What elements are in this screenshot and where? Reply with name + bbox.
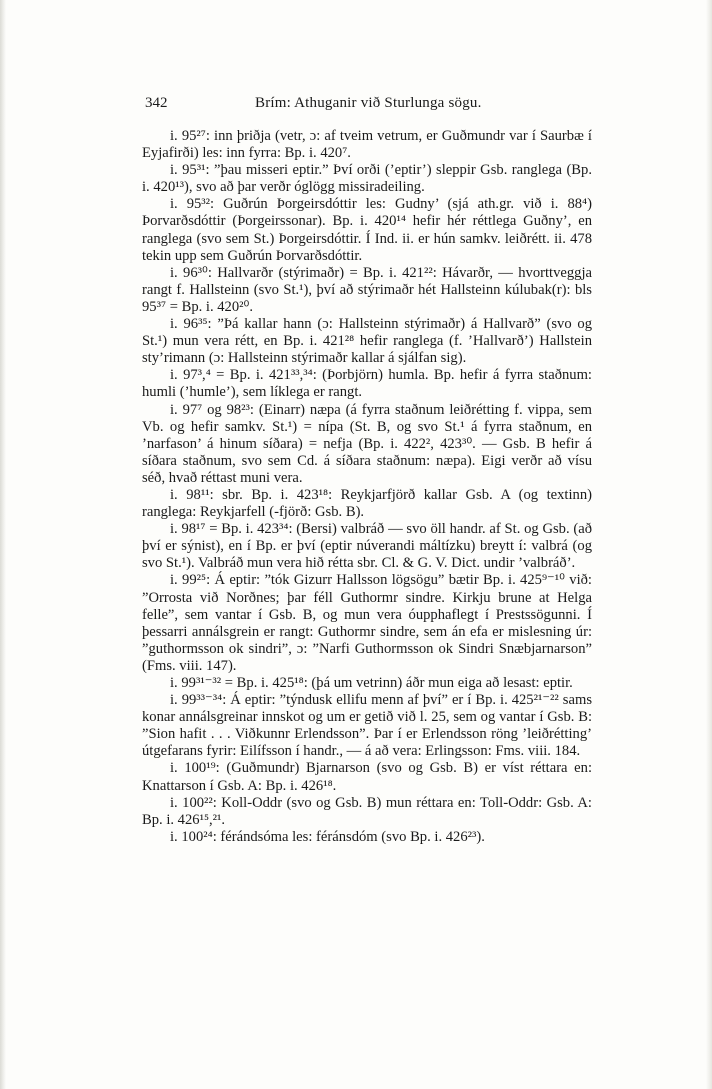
paragraph: i. 98¹⁷ = Bp. i. 423³⁴: (Bersi) valbráð — svo öll handr. af St. og Gsb. (að því er sýnist), en í Bp. er því (eptir núverandi máltízku) breytt í: valbrá (og svo St.¹). Valbráð mun vera hið rétta sbr. Cl. & G. V. Dict. undir ’valbráð’. bbox=[142, 521, 592, 572]
body-text bbox=[142, 128, 592, 846]
page-left-edge bbox=[0, 0, 6, 1089]
paragraph: i. 97³,⁴ = Bp. i. 421³³,³⁴: (Þorbjörn) humla. Bp. hefir á fyrra staðnum: humli (’humle’), sem líklega er rangt. bbox=[142, 367, 592, 401]
running-title: Brím: Athuganir við Sturlunga sögu. bbox=[255, 95, 482, 111]
page-number: 342 bbox=[145, 95, 168, 111]
paragraph: i. 96³⁰: Hallvarðr (stýrimaðr) = Bp. i. 421²²: Hávarðr, — hvorttveggja rangt f. Hallsteinn (svo St.¹), því að stýrimaðr hét Hallsteinn kúlubak(r): bls 95³⁷ = Bp. i. 420²⁰. bbox=[142, 264, 592, 315]
paragraph: i. 99³¹⁻³² = Bp. i. 425¹⁸: (þá um vetrinn) áðr mun eiga að lesast: eptir. bbox=[170, 675, 573, 691]
page-right-edge bbox=[706, 0, 712, 1089]
paragraph: i. 100²²: Koll-Oddr (svo og Gsb. B) mun réttara en: Toll-Oddr: Gsb. A: Bp. i. 426¹⁵,²¹. bbox=[142, 794, 592, 828]
paragraph: i. 95²⁷: inn þriðja (vetr, ɔ: af tveim vetrum, er Guðmundr var í Saurbæ í Eyjafirði) les: inn fyrra: Bp. i. 420⁷. bbox=[142, 128, 592, 162]
paragraph: i. 100²⁴: férándsóma les: féránsdóm (svo Bp. i. 426²³). bbox=[170, 828, 485, 845]
paragraph: i. 97⁷ og 98²³: (Einarr) næpa (á fyrra staðnum leiðrétting f. vippa, sem Vb. og hefir samkv. St.¹) = nípa (St. B, og svo St.¹ á fyrra staðnum, en ’narfason’ á hinum síðara) = nefja (Bp. i. 422², 423³⁰. — Gsb. B hefir á síðara staðnum, svo sem Cd. á síðara staðnum: næpa). Eigi verðr að vísu séð, hvað réttast muni vera. bbox=[142, 401, 592, 486]
paragraph: i. 99³³⁻³⁴: Á eptir: ”týndusk ellifu menn af því” er í Bp. i. 425²¹⁻²² sams konar annálsgreinar innskot og um er getið við l. 25, sem og vantar í Gsb. B: ”Sion hafit . . . Viðkunnr Erlendsson”. Þar í er Erlendsson röng ’leiðrétting’ útgefarans fyrir: Eilífsson í handr., — á að vera: Erlingsson: Fms. viii. 184. bbox=[142, 692, 592, 760]
page-header bbox=[145, 95, 585, 115]
paragraph: i. 95³¹: ”þau misseri eptir.” Því orði (’eptir’) sleppir Gsb. ranglega (Bp. i. 420¹³), svo að þar verðr óglögg missiradeiling. bbox=[142, 162, 592, 196]
paragraph: i. 98¹¹: sbr. Bp. i. 423¹⁸: Reykjarfjörð kallar Gsb. A (og textinn) ranglega: Reykjarfell (-fjörð: Gsb. B). bbox=[142, 486, 592, 521]
paragraph: i. 95³²: Guðrún Þorgeirsdóttir les: Gudny’ (sjá ath.gr. við i. 88⁴) Þorvarðsdóttir (Þorgeirssonar). Bp. i. 420¹⁴ hefir hér réttlega Guðny’, en ranglega (svo sem St.) Þorgeirsdóttir. Í Ind. ii. er hún samkv. leiðrétt. ii. 478 tekin upp sem Guðrún Þorvarðsdóttir. bbox=[142, 196, 592, 264]
paragraph: i. 100¹⁹: (Guðmundr) Bjarnarson (svo og Gsb. B) er víst réttara en: Knattarson í Gsb. A: Bp. i. 426¹⁸. bbox=[142, 760, 592, 794]
paragraph: i. 99²⁵: Á eptir: ”tók Gizurr Hallsson lögsögu” bætir Bp. i. 425⁹⁻¹⁰ við: ”Orrosta við Norðnes; þar féll Guthormr sindre. Kirkju brune at Helga felle”, sem vantar í Gsb. B, og mun vera óupphaflegt í Prestssögunni. Í þessarri annálsgrein er rangt: Guthormr sindre, sem án efa er mislesning úr: ”guthormsson ok sindri”, ɔ: ”Narfi Guthormsson ok Sindri Snæbjarnarson” (Fms. viii. 147). bbox=[142, 572, 592, 674]
paragraph: i. 96³⁵: ”Þá kallar hann (ɔ: Hallsteinn stýrimaðr) á Hallvarð” (svo og St.¹) mun vera rétt, en Bp. i. 421²⁸ hefir ranglega (f. ’Hallvarð’) Hallstein sty’rimann (ɔ: Hallsteinn stýrimaðr kallar á sjálfan sig). bbox=[142, 316, 592, 367]
